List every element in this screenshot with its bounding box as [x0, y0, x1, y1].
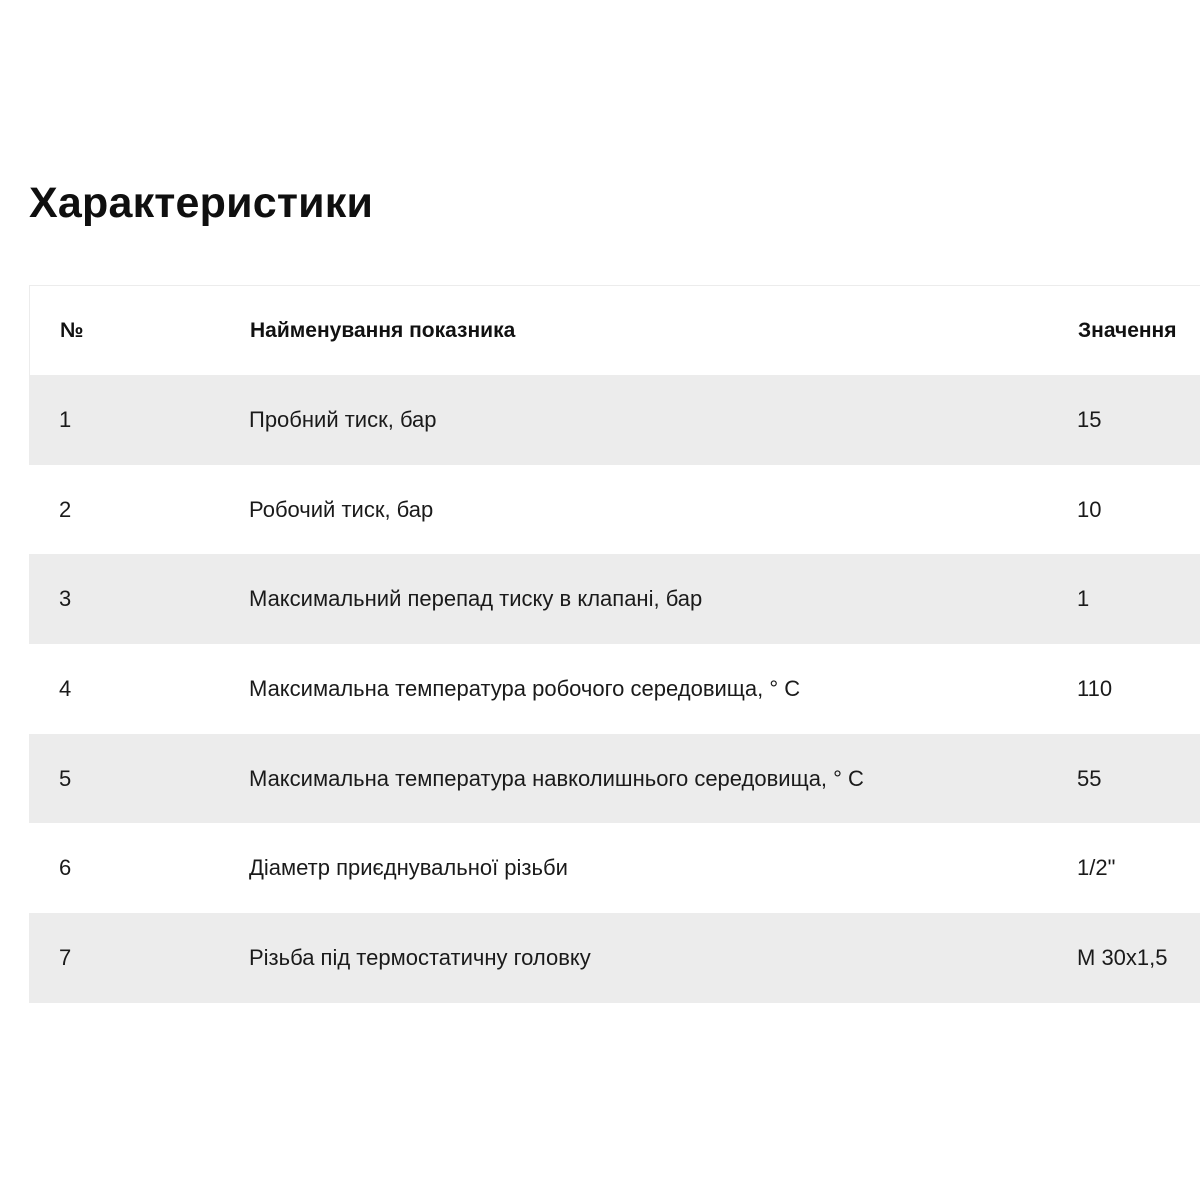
table-row: [29, 375, 1200, 465]
row-value: 15: [1077, 406, 1102, 432]
row-value: 10: [1077, 496, 1102, 522]
table-row: [29, 913, 1200, 1003]
row-value: 1/2": [1077, 855, 1116, 881]
row-name: Максимальний перепад тиску в клапані, бар: [249, 586, 703, 612]
header-number: №: [60, 318, 84, 342]
row-value: 110: [1077, 675, 1113, 701]
page-title: Характеристики: [29, 179, 374, 227]
row-name: Різьба під термостатичну головку: [249, 944, 591, 970]
row-name: Максимальна температура навколишнього середовища, ° С: [249, 765, 864, 791]
row-number: 1: [59, 406, 72, 432]
row-value: 1: [1077, 586, 1090, 612]
row-name: Діаметр приєднувальної різьби: [249, 855, 568, 881]
row-name: Пробний тиск, бар: [249, 406, 437, 432]
table-row: [29, 823, 1200, 913]
row-number: 4: [59, 675, 72, 701]
table-header-row: [29, 285, 1200, 375]
row-name: Робочий тиск, бар: [249, 496, 434, 522]
table-row: [29, 554, 1200, 644]
row-number: 5: [59, 765, 72, 791]
row-number: 6: [59, 855, 72, 881]
header-name: Найменування показника: [250, 318, 516, 342]
row-value: М 30х1,5: [1077, 944, 1168, 970]
row-number: 2: [59, 496, 72, 522]
row-number: 3: [59, 586, 72, 612]
table-row: [29, 734, 1200, 824]
row-value: 55: [1077, 765, 1102, 791]
table-row: [29, 465, 1200, 555]
row-number: 7: [59, 944, 72, 970]
header-value: Значення: [1078, 318, 1177, 342]
row-name: Максимальна температура робочого середовища, ° С: [249, 675, 801, 701]
specifications-table: [29, 285, 1200, 1003]
table-row: [29, 644, 1200, 734]
